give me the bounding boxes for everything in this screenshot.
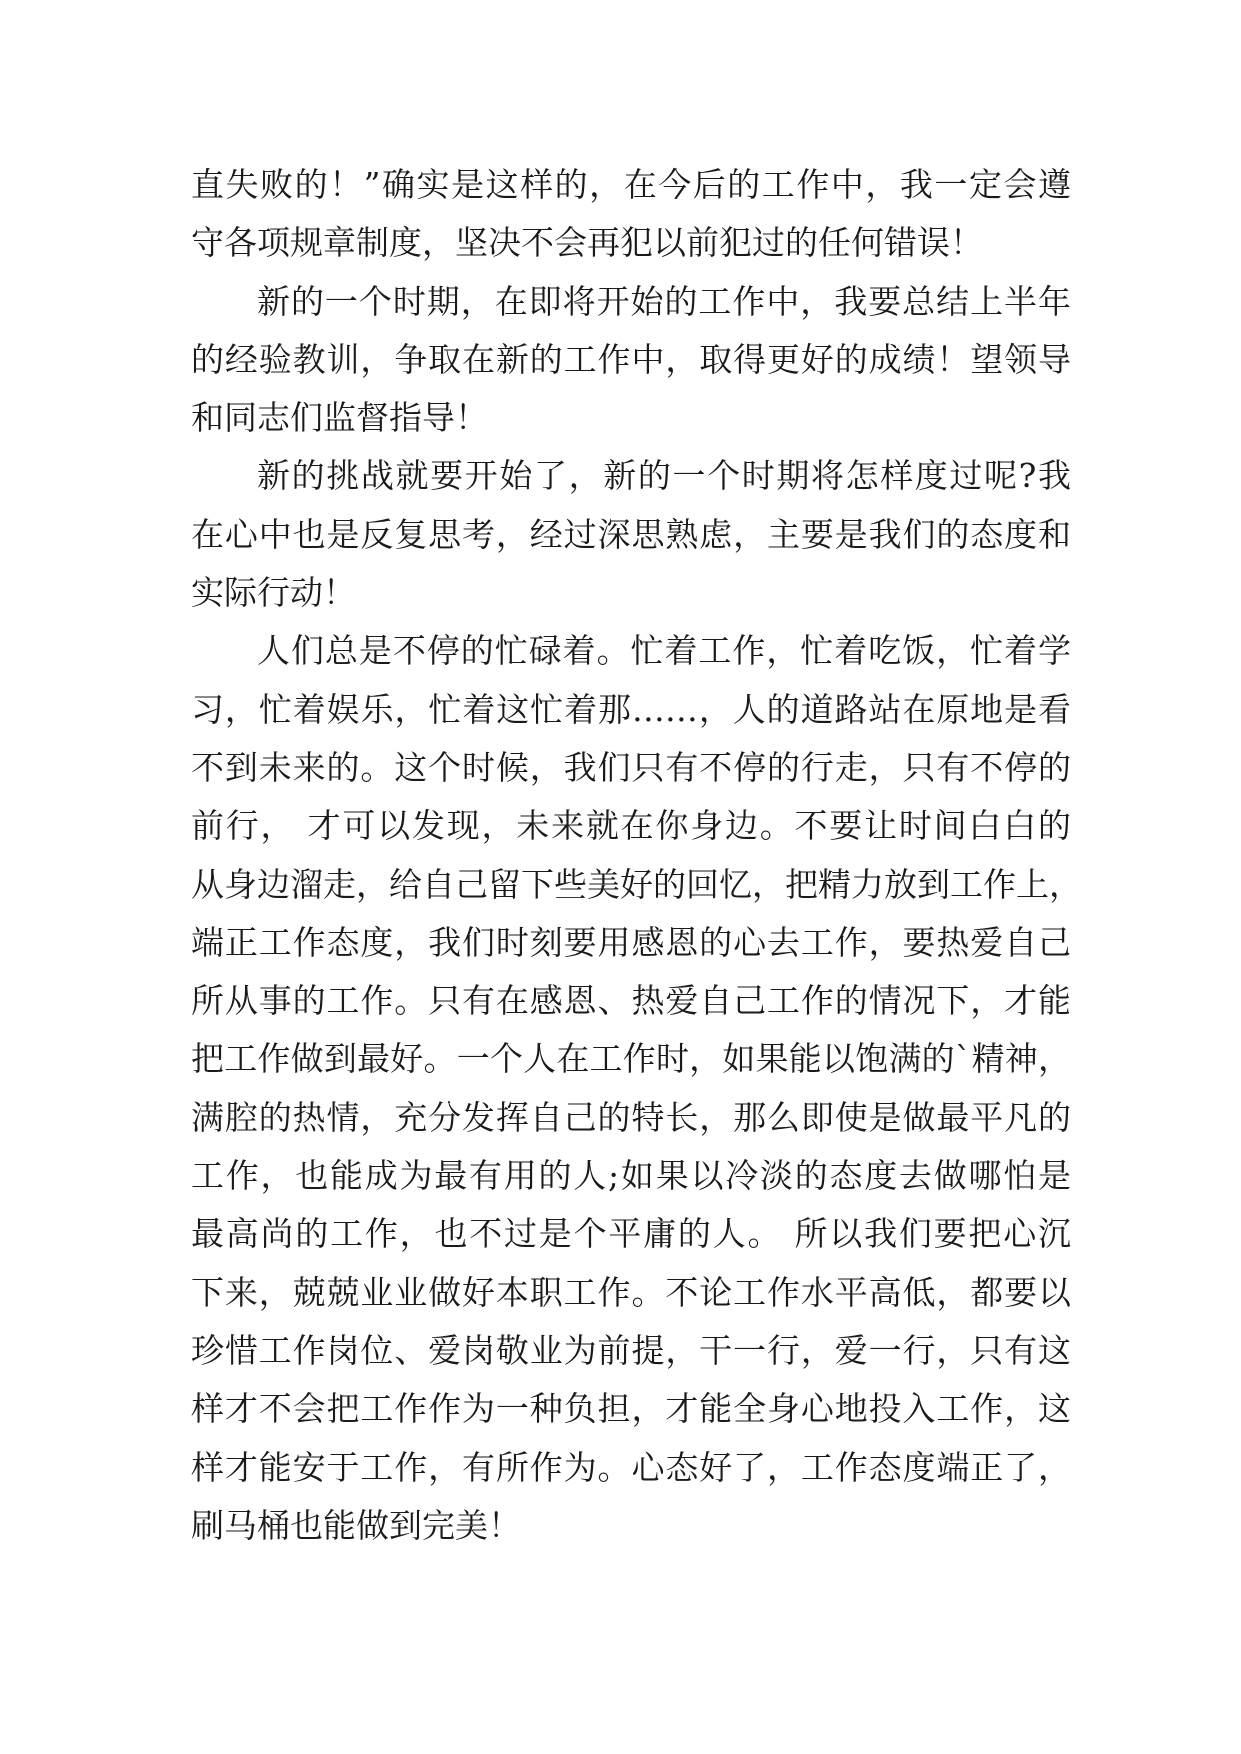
text-line: 前行， 才可以发现，未来就在你身边。不要让时间白白的 <box>191 806 1071 846</box>
paragraph-first-line: 新的一个时期，在即将开始的工作中，我要总结上半年 <box>257 281 1071 321</box>
text-line: 刷马桶也能做到完美！ <box>191 1505 521 1545</box>
text-line: 工作，也能成为最有用的人;如果以冷淡的态度去做哪怕是 <box>191 1156 1071 1196</box>
document-body <box>191 156 1082 1555</box>
paragraph-first-line: 人们总是不停的忙碌着。忙着工作，忙着吃饭，忙着学 <box>257 631 1071 671</box>
text-line: 守各项规章制度，坚决不会再犯以前犯过的任何错误！ <box>191 223 983 263</box>
text-line: 下来，兢兢业业做好本职工作。不论工作水平高低，都要以 <box>191 1272 1071 1312</box>
text-line: 从身边溜走，给自己留下些美好的回忆，把精力放到工作上， <box>191 864 1082 904</box>
text-line: 珍惜工作岗位、爱岗敬业为前提，干一行，爱一行，只有这 <box>191 1330 1071 1370</box>
text-line: 样才能安于工作，有所作为。心态好了，工作态度端正了， <box>191 1447 1071 1487</box>
paragraph-first-line: 新的挑战就要开始了，新的一个时期将怎样度过呢?我 <box>257 456 1071 496</box>
text-line: 习，忙着娱乐，忙着这忙着那……，人的道路站在原地是看 <box>191 689 1071 729</box>
text-line: 端正工作态度，我们时刻要用感恩的心去工作，要热爱自己 <box>191 922 1071 962</box>
text-line: 和同志们监督指导！ <box>191 398 488 438</box>
text-line: 最高尚的工作，也不过是个平庸的人。 所以我们要把心沉 <box>191 1214 1071 1254</box>
text-line: 样才不会把工作作为一种负担，才能全身心地投入工作，这 <box>191 1389 1071 1429</box>
text-line: 在心中也是反复思考，经过深思熟虑，主要是我们的态度和 <box>191 514 1071 554</box>
text-line: 不到未来的。这个时候，我们只有不停的行走，只有不停的 <box>191 747 1071 787</box>
text-line: 的经验教训，争取在新的工作中，取得更好的成绩！望领导 <box>191 339 1071 379</box>
text-line: 满腔的热情，充分发挥自己的特长，那么即使是做最平凡的 <box>191 1097 1071 1137</box>
text-line: 直失败的！”确实是这样的，在今后的工作中，我一定会遵 <box>191 165 1071 204</box>
text-line: 把工作做到最好。一个人在工作时，如果能以饱满的`精神， <box>191 1039 1071 1079</box>
text-line: 所从事的工作。只有在感恩、热爱自己工作的情况下，才能 <box>191 981 1071 1021</box>
text-line: 实际行动！ <box>191 573 356 613</box>
